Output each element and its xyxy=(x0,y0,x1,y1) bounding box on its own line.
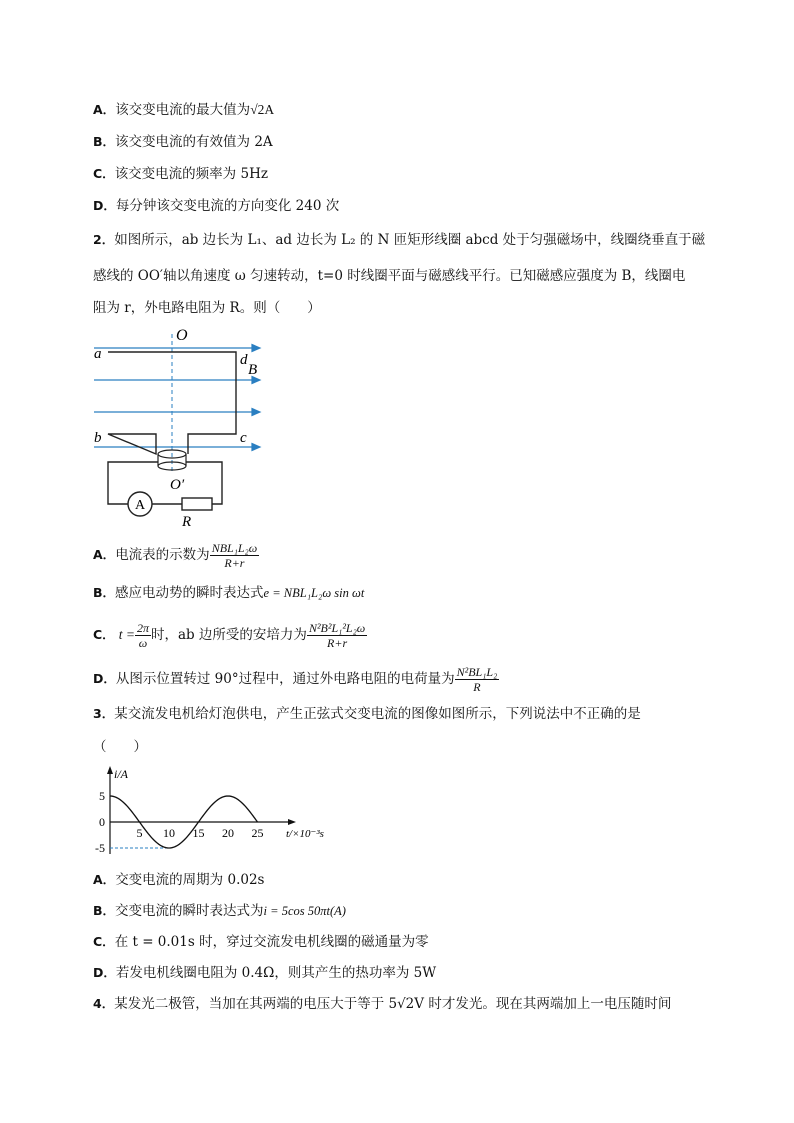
q1-option-a: A．该交变电流的最大值为√2A xyxy=(93,102,275,118)
label-d: d xyxy=(240,352,248,368)
label-O-prime: O′ xyxy=(170,477,185,493)
q2-stem-line3: 阻为 r，外电路电阻为 R。则（ ） xyxy=(93,300,321,316)
y-axis-arrow xyxy=(107,766,113,774)
q3-stem-line2: （ ） xyxy=(93,739,147,755)
q3-option-c: C．在 t = 0.01s 时，穿过交流发电机线圈的磁通量为零 xyxy=(93,934,429,950)
y-tick-label: 0 xyxy=(99,815,105,829)
q3-current-chart xyxy=(90,762,350,862)
q3-option-d: D．若发电机线圈电阻为 0.4Ω，则其产生的热功率为 5W xyxy=(93,965,437,981)
x-tick-label: 15 xyxy=(192,826,205,840)
y-tick-label: 5 xyxy=(99,789,105,803)
q3-option-b: B．交变电流的瞬时表达式为i = 5cos 50πt(A) xyxy=(93,903,346,919)
q1-option-b: B．该交变电流的有效值为 2A xyxy=(93,134,273,150)
x-tick-label: 20 xyxy=(222,826,234,840)
q2c-force-fraction: $\frac{\text{N²B²L₁²L₂ω}}{R+r}$ xyxy=(308,620,366,650)
q1-option-c: C．该交变电流的频率为 5Hz xyxy=(93,166,268,182)
x-tick-label: 25 xyxy=(251,826,264,840)
y-axis-label: i/A xyxy=(114,767,128,781)
x-tick-label: 10 xyxy=(163,826,175,840)
q2a-fraction: $\frac{\text{NBL₁L₂ω}}{R+r}$ xyxy=(211,540,258,570)
q3-option-a: A．交变电流的周期为 0.02s xyxy=(93,872,265,888)
q4-stem: 4．某发光二极管，当加在其两端的电压大于等于 5√2V 时才发光。现在其两端加上一电压随时间 xyxy=(93,996,672,1012)
label-a: a xyxy=(94,346,102,362)
label-B: B xyxy=(248,362,258,378)
label-O: O xyxy=(176,327,188,344)
label-c: c xyxy=(240,430,247,446)
q2-stem-line2: 感线的 OO′轴以角速度 ω 匀速转动，t=0 时线圈平面与磁感线平行。已知磁感应强度为 B，线圈电 xyxy=(93,268,686,284)
q2-option-a: A． 电流表的示数为 $\frac{\text{NBL₁L₂ω}}{R+r}$ xyxy=(93,540,258,570)
x-tick-label: 5 xyxy=(136,826,143,840)
x-axis-arrow xyxy=(288,819,296,825)
q1-option-d: D．每分钟该交变电流的方向变化 240 次 xyxy=(93,198,340,214)
q2-option-d: D． 从图示位置转过 90°过程中，通过外电路电阻的电荷量为 $\frac{\text{N²BL₁L₂}}{R}$ xyxy=(93,664,498,694)
q3-stem-line1: 3．某交流发电机给灯泡供电，产生正弦式交变电流的图像如图所示，下列说法中不正确的是 xyxy=(93,706,641,722)
label-b: b xyxy=(94,430,102,446)
q2d-fraction: $\frac{\text{N²BL₁L₂}}{R}$ xyxy=(456,664,498,694)
y-tick-label: -5 xyxy=(95,841,105,855)
q2-stem-line1: 2．如图所示，ab 边长为 L₁、ad 边长为 L₂ 的 N 匝矩形线圈 abcd 处于匀强磁场中，线圈绕垂直于磁 xyxy=(93,232,706,248)
q2c-time-fraction: $\frac{2\pi}{\omega}$ xyxy=(136,620,149,650)
q2-option-c: C． t = $\frac{2\pi}{\omega}$ 时，ab 边所受的安培力为 $\frac{\text{N²B²L₁²L₂ω}}{R+r}$ xyxy=(93,620,366,650)
label-R: R xyxy=(182,514,192,530)
ammeter-label: A xyxy=(134,498,146,513)
q2-coil-diagram xyxy=(90,322,270,532)
q2-option-b: B．感应电动势的瞬时表达式e = NBL₁L₂ω sin ωt xyxy=(93,585,365,601)
x-axis-label: t/×10⁻³s xyxy=(286,828,324,840)
